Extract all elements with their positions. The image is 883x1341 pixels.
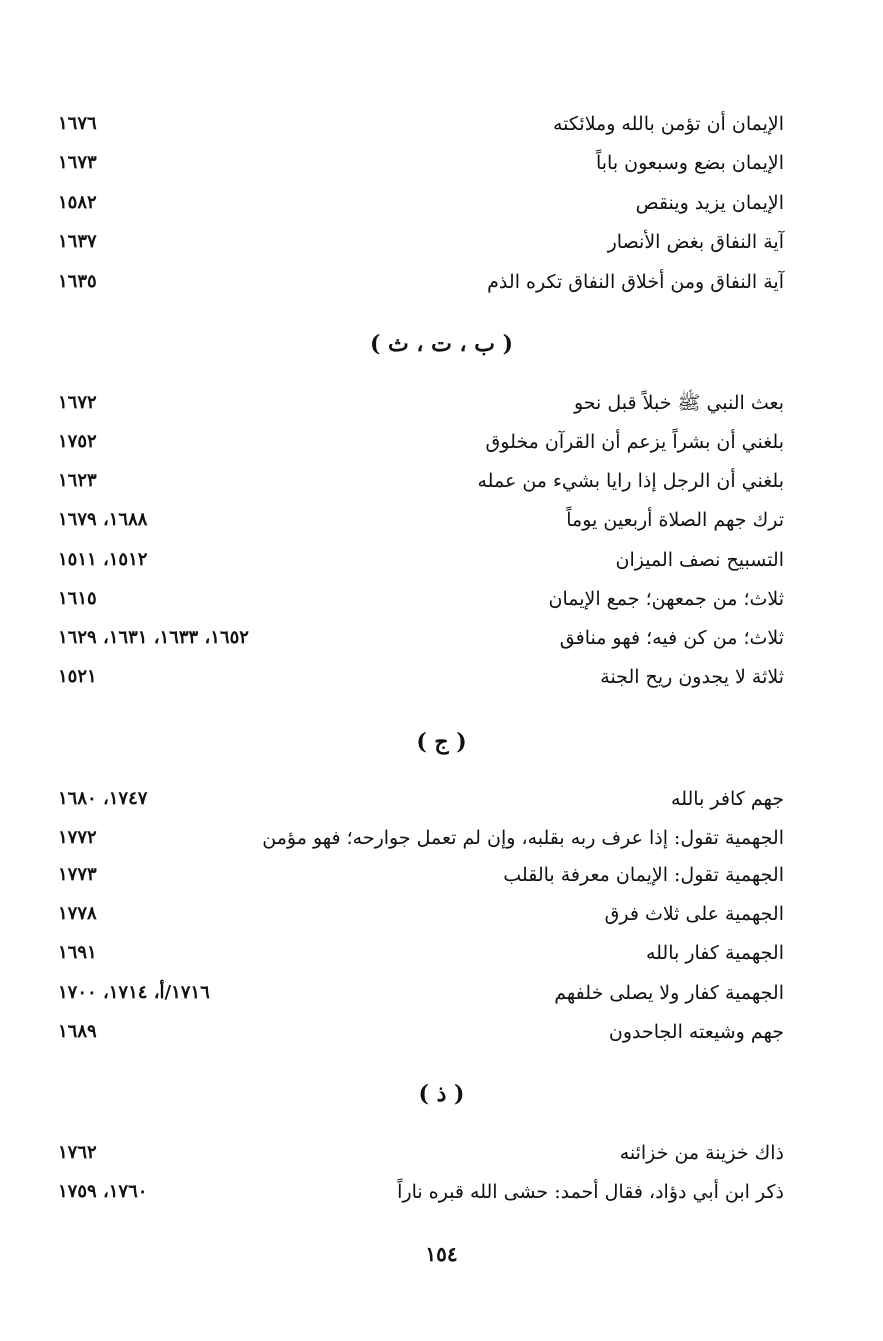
entry-text: ثلاثة لا يجدون ريح الجنة (600, 666, 784, 688)
index-entry (58, 424, 784, 460)
index-entry (58, 1135, 784, 1171)
entry-refs: ١٦٧٦ (58, 113, 97, 134)
entry-text: ذكر ابن أبي دؤاد، فقال أحمد: حشى الله قبره ناراً (397, 1181, 784, 1203)
entry-refs: ١٦٣٥ (58, 271, 97, 292)
entry-text: آية النفاق ومن أخلاق النفاق تكره الذم (487, 271, 784, 293)
entry-text: ثلاث؛ من كن فيه؛ فهو منافق (559, 627, 784, 649)
entry-refs: ١٦٧٢ (58, 392, 97, 413)
entry-refs: ١٦٨٨، ١٦٧٩ (58, 509, 148, 530)
index-entry (58, 106, 784, 142)
index-entry (58, 1174, 784, 1210)
index-entry (58, 857, 784, 893)
entry-text: الجهمية كفار بالله (645, 942, 784, 964)
index-entry (58, 145, 784, 181)
index-entry (58, 224, 784, 260)
entry-refs: ١٧٦٠، ١٧٥٩ (58, 1181, 148, 1202)
entry-text: بعث النبي ﷺ خبلاً قبل نحو (573, 392, 784, 414)
section-heading: ( ج ) (416, 729, 467, 755)
entry-text: ترك جهم الصلاة أربعين يوماً (566, 509, 784, 531)
index-entry (58, 502, 784, 538)
index-entry (58, 820, 784, 856)
entry-text: ذاك خزينة من خزائنه (619, 1142, 784, 1164)
entry-text: بلغني أن الرجل إذا رايا بشيء من عمله (477, 470, 784, 492)
entry-refs: ١٥١٢، ١٥١١ (58, 549, 148, 570)
entry-text: بلغني أن بشراً يزعم أن القرآن مخلوق (485, 431, 784, 453)
entry-refs: ١٦٩١ (58, 942, 97, 963)
index-entry (58, 542, 784, 578)
entry-refs: ١٧٤٧، ١٦٨٠ (58, 788, 148, 809)
entry-refs: ١٥٨٢ (58, 192, 97, 213)
entry-text: الجهمية كفار ولا يصلى خلفهم (554, 982, 784, 1004)
entry-refs: ١٧٧٢ (58, 827, 97, 848)
index-entry (58, 385, 784, 421)
entry-text: الجهمية تقول: الإيمان معرفة بالقلب (503, 864, 784, 886)
index-entry (58, 659, 784, 695)
entry-text: جهم وشيعته الجاحدون (608, 1021, 784, 1043)
entry-refs: ١٧٧٣ (58, 864, 97, 885)
entry-refs: ١٦٣٧ (58, 231, 97, 252)
index-entry (58, 896, 784, 932)
index-entry (58, 581, 784, 617)
page-number: ١٥٤ (425, 1242, 458, 1266)
entry-refs: ١٧١٦/أ، ١٧١٤، ١٧٠٠ (58, 982, 210, 1003)
index-entry (58, 463, 784, 499)
section-heading: ( ب ، ت ، ث ) (369, 331, 514, 357)
index-entry (58, 264, 784, 300)
entry-text: آية النفاق بغض الأنصار (607, 231, 784, 253)
entry-refs: ١٦١٥ (58, 588, 97, 609)
index-entry (58, 935, 784, 971)
index-entry (58, 620, 784, 656)
entry-text: الإيمان أن تؤمن بالله وملائكته (553, 113, 784, 135)
entry-text: ثلاث؛ من جمعهن؛ جمع الإيمان (548, 588, 784, 610)
entry-text: الجهمية تقول: إذا عرف ربه بقلبه، وإن لم تعمل جوارحه؛ فهو مؤمن (262, 827, 784, 849)
entry-text: الإيمان بضع وسبعون باباً (595, 152, 784, 174)
entry-refs: ١٧٦٢ (58, 1142, 97, 1163)
index-entry (58, 1014, 784, 1050)
index-entry (58, 975, 784, 1011)
index-entry (58, 185, 784, 221)
entry-text: الجهمية على ثلاث فرق (604, 903, 784, 925)
section-heading: ( ذ ) (418, 1081, 465, 1107)
entry-text: جهم كافر بالله (671, 788, 784, 810)
entry-refs: ١٥٢١ (58, 666, 97, 687)
index-entry (58, 781, 784, 817)
entry-text: الإيمان يزيد وينقص (635, 192, 784, 214)
entry-refs: ١٦٧٣ (58, 152, 97, 173)
entry-refs: ١٦٨٩ (58, 1021, 97, 1042)
entry-refs: ١٧٧٨ (58, 903, 97, 924)
entry-refs: ١٦٢٣ (58, 470, 97, 491)
entry-text: التسبيح نصف الميزان (615, 549, 784, 571)
entry-refs: ١٧٥٢ (58, 431, 97, 452)
entry-refs: ١٦٥٢، ١٦٣٣، ١٦٣١، ١٦٢٩ (58, 627, 249, 648)
